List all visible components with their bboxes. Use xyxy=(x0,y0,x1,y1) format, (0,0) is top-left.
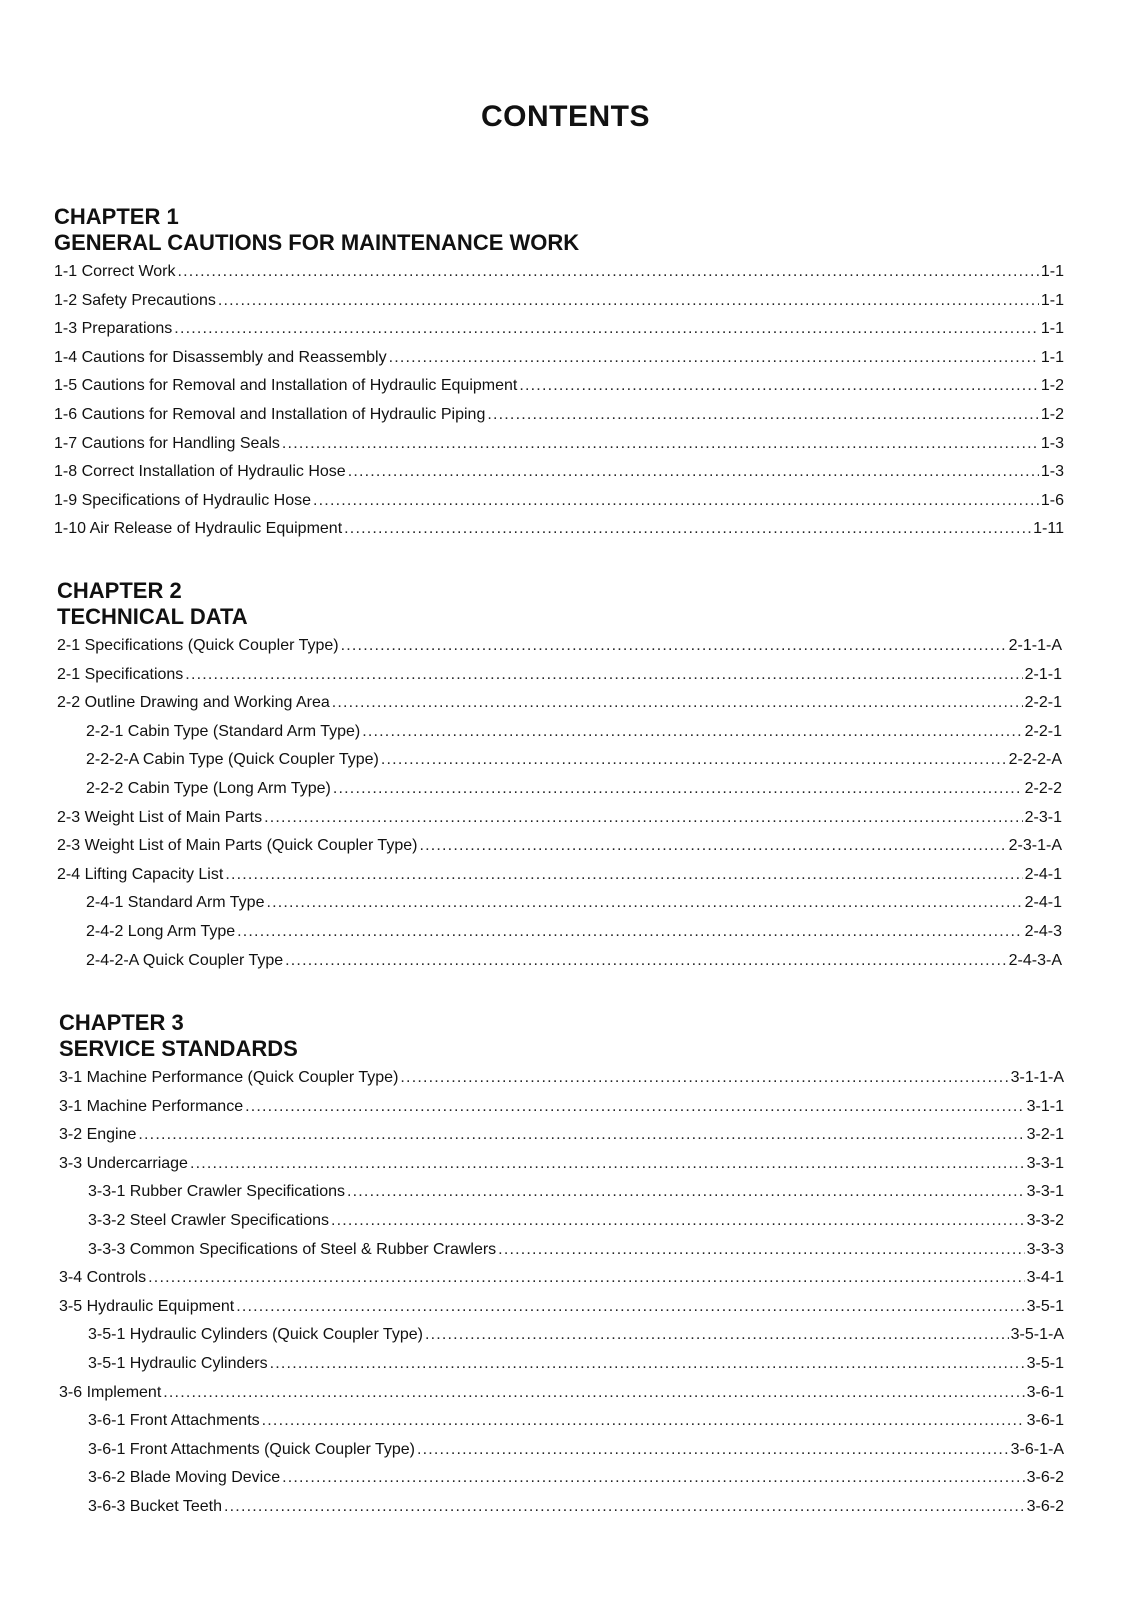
toc-entry-page: 2-3-1-A xyxy=(1008,837,1062,855)
toc-entry-page: 3-3-1 xyxy=(1026,1154,1064,1172)
dot-leader xyxy=(313,487,1039,516)
toc-entry xyxy=(59,1293,1064,1322)
toc-entry xyxy=(54,515,1064,544)
toc-entry-page: 3-1-1 xyxy=(1026,1097,1064,1115)
dot-leader xyxy=(163,1379,1024,1408)
toc-entry-label: 1-2 Safety Precautions xyxy=(54,291,216,309)
toc-entry-page: 1-6 xyxy=(1040,491,1064,509)
toc-entry-page: 3-3-1 xyxy=(1026,1183,1064,1201)
toc-entry-label: 1-10 Air Release of Hydraulic Equipment xyxy=(54,520,343,538)
chapter-heading: CHAPTER 2 xyxy=(57,578,182,603)
dot-leader xyxy=(498,1236,1024,1265)
toc-entry-label: 3-5 Hydraulic Equipment xyxy=(59,1297,235,1315)
dot-leader xyxy=(331,1207,1025,1236)
toc-entry xyxy=(54,430,1064,459)
toc-entry-label: 3-6 Implement xyxy=(59,1383,162,1401)
toc-entry-list xyxy=(57,632,1062,975)
toc-entry-label: 2-2-2 Cabin Type (Long Arm Type) xyxy=(86,779,331,797)
dot-leader xyxy=(237,918,1023,947)
toc-entry-page: 3-3-2 xyxy=(1026,1211,1064,1229)
toc-entry-label: 1-5 Cautions for Removal and Installation of Hydraulic Equipment xyxy=(54,377,518,395)
toc-entry xyxy=(57,689,1062,718)
dot-leader xyxy=(270,1350,1025,1379)
dot-leader xyxy=(285,947,1007,976)
toc-entry-label: 3-5-1 Hydraulic Cylinders xyxy=(88,1354,268,1372)
dot-leader xyxy=(282,430,1039,459)
dot-leader xyxy=(190,1150,1025,1179)
toc-entry-label: 3-3-3 Common Specifications of Steel & Rubber Crawlers xyxy=(88,1240,497,1258)
toc-entry-page: 3-4-1 xyxy=(1026,1269,1064,1287)
dot-leader xyxy=(347,1178,1025,1207)
dot-leader xyxy=(138,1121,1024,1150)
dot-leader xyxy=(519,372,1039,401)
dot-leader xyxy=(333,775,1023,804)
toc-entry-page: 2-1-1 xyxy=(1024,665,1062,683)
toc-entry xyxy=(54,344,1064,373)
toc-entry-page: 3-5-1-A xyxy=(1010,1326,1064,1344)
toc-entry xyxy=(59,1350,1064,1379)
dot-leader xyxy=(362,718,1022,747)
chapter-title: TECHNICAL DATA xyxy=(57,604,248,629)
dot-leader xyxy=(425,1321,1009,1350)
chapter-heading: CHAPTER 1 xyxy=(54,204,179,229)
toc-entry-page: 1-1 xyxy=(1040,291,1064,309)
toc-entry xyxy=(59,1464,1064,1493)
toc-entry-page: 2-2-2-A xyxy=(1008,751,1062,769)
toc-entry xyxy=(59,1093,1064,1122)
dot-leader xyxy=(225,861,1022,890)
toc-entry xyxy=(57,775,1062,804)
dot-leader xyxy=(174,315,1039,344)
toc-entry-label: 1-9 Specifications of Hydraulic Hose xyxy=(54,491,312,509)
dot-leader xyxy=(224,1493,1025,1522)
toc-entry-page: 3-5-1 xyxy=(1026,1354,1064,1372)
toc-entry xyxy=(54,458,1064,487)
toc-entry-page: 2-4-1 xyxy=(1024,894,1062,912)
toc-entry xyxy=(59,1150,1064,1179)
toc-entry-label: 3-2 Engine xyxy=(59,1126,137,1144)
toc-entry-label: 3-6-1 Front Attachments xyxy=(88,1412,260,1430)
toc-entry xyxy=(57,832,1062,861)
dot-leader xyxy=(148,1264,1024,1293)
dot-leader xyxy=(348,458,1039,487)
dot-leader xyxy=(400,1064,1008,1093)
toc-entry-label: 1-1 Correct Work xyxy=(54,263,176,280)
toc-entry xyxy=(54,315,1064,344)
toc-entry-page: 1-3 xyxy=(1040,463,1064,481)
toc-entry-page: 3-3-3 xyxy=(1026,1240,1064,1258)
toc-entry-list xyxy=(59,1064,1064,1522)
toc-entry-page: 3-6-2 xyxy=(1026,1469,1064,1487)
toc-entry-page: 2-4-1 xyxy=(1024,865,1062,883)
toc-entry xyxy=(59,1493,1064,1522)
dot-leader xyxy=(332,689,1023,718)
toc-entry xyxy=(59,1264,1064,1293)
chapter-title: SERVICE STANDARDS xyxy=(59,1036,298,1061)
chapter-1-section xyxy=(54,204,1064,544)
dot-leader xyxy=(341,632,1007,661)
dot-leader xyxy=(344,515,1031,544)
toc-entry-label: 3-6-3 Bucket Teeth xyxy=(88,1497,223,1515)
toc-entry xyxy=(54,372,1064,401)
page-title: CONTENTS xyxy=(481,100,650,133)
dot-leader xyxy=(419,832,1006,861)
toc-entry xyxy=(54,258,1064,287)
toc-entry-label: 2-4-2-A Quick Coupler Type xyxy=(86,951,284,969)
chapter-3-section xyxy=(59,1010,1064,1522)
toc-entry xyxy=(59,1121,1064,1150)
toc-entry xyxy=(57,947,1062,976)
toc-entry xyxy=(57,861,1062,890)
toc-entry xyxy=(57,889,1062,918)
toc-entry-label: 3-1 Machine Performance xyxy=(59,1097,244,1115)
dot-leader xyxy=(381,746,1007,775)
dot-leader xyxy=(417,1436,1009,1465)
toc-entry-page: 2-2-1 xyxy=(1024,694,1062,712)
chapter-title: GENERAL CAUTIONS FOR MAINTENANCE WORK xyxy=(54,230,580,255)
toc-entry xyxy=(59,1207,1064,1236)
toc-entry-label: 3-3 Undercarriage xyxy=(59,1154,188,1172)
toc-entry xyxy=(59,1178,1064,1207)
dot-leader xyxy=(282,1464,1025,1493)
dot-leader xyxy=(487,401,1039,430)
toc-entry-page: 2-4-3-A xyxy=(1008,951,1062,969)
toc-entry-label: 1-7 Cautions for Handling Seals xyxy=(54,434,280,452)
toc-entry-label: 2-2-2-A Cabin Type (Quick Coupler Type) xyxy=(86,751,379,769)
chapter-heading: CHAPTER 3 xyxy=(59,1010,184,1035)
toc-entry xyxy=(59,1236,1064,1265)
toc-entry-label: 1-6 Cautions for Removal and Installation of Hydraulic Piping xyxy=(54,405,486,423)
dot-leader xyxy=(264,804,1023,833)
toc-entry-page: 3-6-1 xyxy=(1026,1383,1064,1401)
dot-leader xyxy=(245,1093,1025,1122)
toc-entry-page: 3-6-1 xyxy=(1026,1412,1064,1430)
toc-entry-label: 2-4-1 Standard Arm Type xyxy=(86,894,265,912)
dot-leader xyxy=(389,344,1039,373)
toc-entry-label: 3-4 Controls xyxy=(59,1269,147,1287)
toc-entry-label: 3-6-1 Front Attachments (Quick Coupler Type) xyxy=(88,1440,415,1458)
toc-entry-label: 2-3 Weight List of Main Parts (Quick Coupler Type) xyxy=(57,837,418,855)
toc-entry-label: 3-3-2 Steel Crawler Specifications xyxy=(88,1211,329,1229)
toc-entry-label: 1-3 Preparations xyxy=(54,320,173,338)
toc-entry-label: 3-6-2 Blade Moving Device xyxy=(88,1469,281,1487)
toc-entry-page: 3-2-1 xyxy=(1026,1126,1064,1144)
toc-entry xyxy=(57,746,1062,775)
toc-entry xyxy=(59,1407,1064,1436)
toc-entry xyxy=(59,1436,1064,1465)
toc-entry xyxy=(57,632,1062,661)
toc-entry xyxy=(57,661,1062,690)
toc-entry-page: 3-6-1-A xyxy=(1010,1440,1064,1458)
toc-entry-list xyxy=(54,258,1064,544)
toc-entry xyxy=(54,287,1064,316)
toc-entry-label: 2-1 Specifications xyxy=(57,665,184,683)
toc-entry-page: 1-1 xyxy=(1040,320,1064,338)
toc-entry-label: 3-1 Machine Performance (Quick Coupler Type) xyxy=(59,1069,399,1086)
dot-leader xyxy=(236,1293,1024,1322)
toc-entry-page: 1-3 xyxy=(1040,434,1064,452)
toc-entry-page: 2-1-1-A xyxy=(1008,637,1062,654)
toc-entry-page: 3-5-1 xyxy=(1026,1297,1064,1315)
toc-entry-page: 2-3-1 xyxy=(1024,808,1062,826)
toc-entry-page: 2-2-1 xyxy=(1024,722,1062,740)
toc-entry xyxy=(57,718,1062,747)
toc-entry xyxy=(59,1379,1064,1408)
toc-entry xyxy=(59,1064,1064,1093)
toc-entry xyxy=(57,918,1062,947)
dot-leader xyxy=(218,287,1039,316)
toc-entry-label: 3-5-1 Hydraulic Cylinders (Quick Coupler Type) xyxy=(88,1326,423,1344)
toc-entry xyxy=(54,487,1064,516)
toc-entry-label: 2-4 Lifting Capacity List xyxy=(57,865,224,883)
toc-entry-label: 2-2-1 Cabin Type (Standard Arm Type) xyxy=(86,722,361,740)
toc-entry-page: 3-6-2 xyxy=(1026,1497,1064,1515)
toc-entry-label: 1-4 Cautions for Disassembly and Reassembly xyxy=(54,348,387,366)
dot-leader xyxy=(185,661,1022,690)
toc-entry xyxy=(59,1321,1064,1350)
toc-entry xyxy=(57,804,1062,833)
toc-entry-page: 1-11 xyxy=(1033,520,1064,538)
toc-entry-label: 2-4-2 Long Arm Type xyxy=(86,922,236,940)
toc-entry-page: 2-4-3 xyxy=(1024,922,1062,940)
toc-entry-label: 1-8 Correct Installation of Hydraulic Hose xyxy=(54,463,346,481)
toc-entry-label: 3-3-1 Rubber Crawler Specifications xyxy=(88,1183,345,1201)
toc-entry-page: 1-1 xyxy=(1040,263,1064,280)
toc-entry-label: 2-1 Specifications (Quick Coupler Type) xyxy=(57,637,339,654)
toc-entry xyxy=(54,401,1064,430)
dot-leader xyxy=(266,889,1022,918)
toc-entry-page: 2-2-2 xyxy=(1024,779,1062,797)
chapter-2-section xyxy=(57,578,1062,975)
toc-entry-page: 1-1 xyxy=(1040,348,1064,366)
toc-entry-page: 3-1-1-A xyxy=(1010,1069,1064,1086)
dot-leader xyxy=(262,1407,1025,1436)
toc-entry-page: 1-2 xyxy=(1040,405,1064,423)
toc-entry-page: 1-2 xyxy=(1040,377,1064,395)
toc-entry-label: 2-3 Weight List of Main Parts xyxy=(57,808,263,826)
dot-leader xyxy=(178,258,1039,287)
toc-entry-label: 2-2 Outline Drawing and Working Area xyxy=(57,694,330,712)
